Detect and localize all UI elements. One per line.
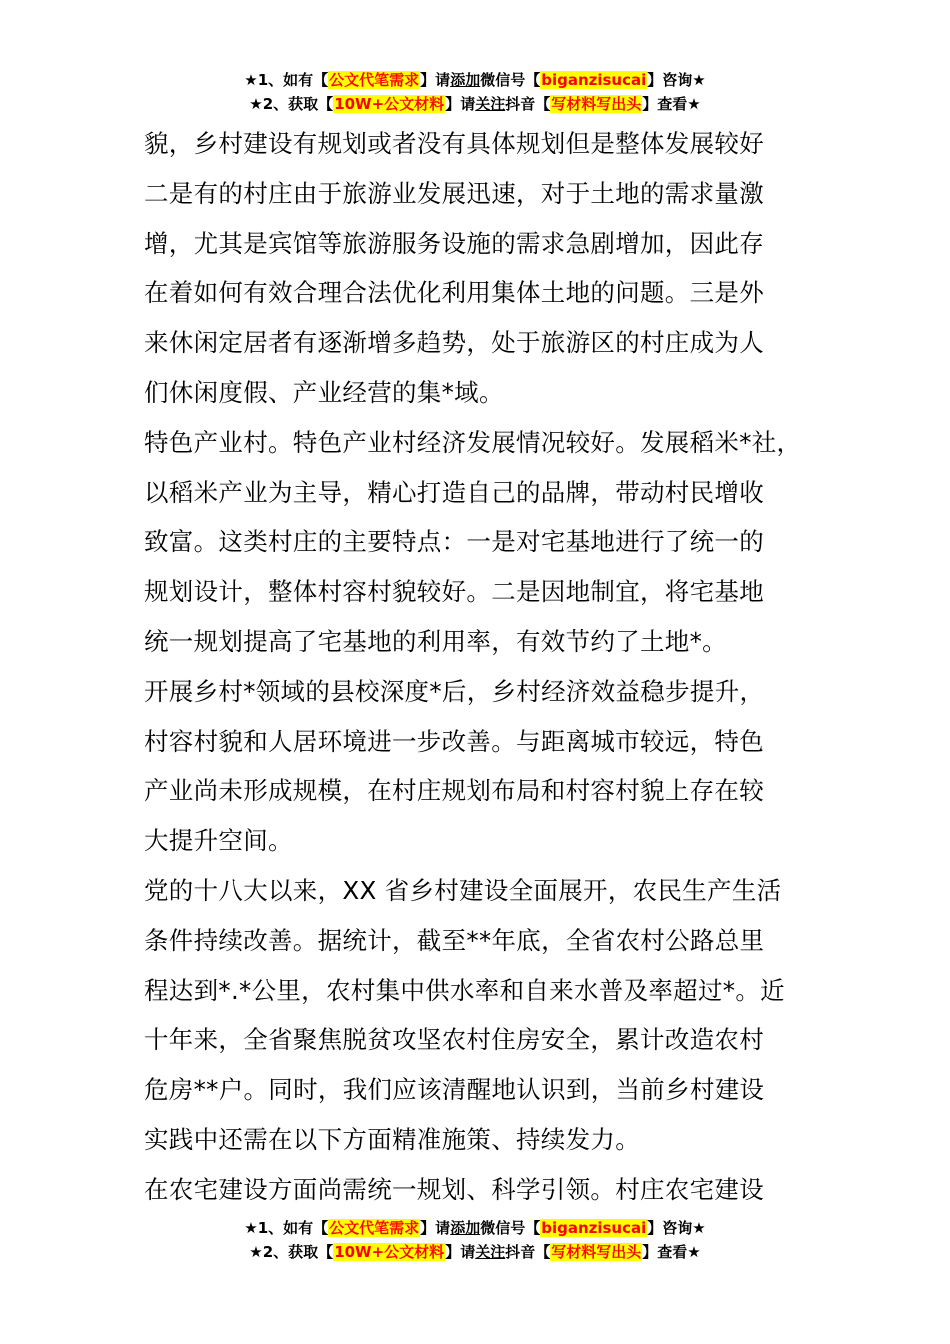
footer-banner: [0, 1216, 950, 1264]
underlined-text: 关注: [475, 1243, 506, 1261]
banner-text: 】查看★: [642, 95, 701, 113]
body-line: 特色产业村。特色产业村经济发展情况较好。发展稻米*社，: [144, 427, 802, 457]
body-line: 以稻米产业为主导，精心打造自己的品牌，带动村民增收: [144, 477, 764, 507]
document-body: [144, 119, 834, 1215]
banner-text: 】咨询★: [647, 71, 706, 89]
banner-text: 】请: [420, 71, 451, 89]
body-line: 危房**户。同时，我们应该清醒地认识到，当前乡村建设: [144, 1075, 765, 1105]
body-line: 们休闲度假、产业经营的集*域。: [144, 377, 504, 407]
highlight-materials: 10W+公文材料: [334, 1243, 445, 1261]
banner-text: 】咨询★: [647, 1219, 706, 1237]
body-line: 在农宅建设方面尚需统一规划、科学引领。村庄农宅建设: [144, 1174, 764, 1204]
body-line: 增，尤其是宾馆等旅游服务设施的需求急剧增加，因此存: [144, 228, 764, 258]
highlight-service: 公文代笔需求: [329, 71, 420, 89]
body-line: 来休闲定居者有逐渐增多趋势，处于旅游区的村庄成为人: [144, 328, 764, 358]
body-line: 开展乡村*领域的县校深度*后，乡村经济效益稳步提升，: [144, 676, 765, 706]
body-line: 规划设计，整体村容村貌较好。二是因地制宜，将宅基地: [144, 577, 764, 607]
banner-text: 】请: [420, 1219, 451, 1237]
body-line: 十年来，全省聚焦脱贫攻坚农村住房安全，累计改造农村: [144, 1025, 764, 1055]
body-line: 大提升空间。: [144, 826, 293, 856]
banner-line-2: [0, 92, 950, 116]
banner-text: 抖音【: [505, 1243, 551, 1261]
banner-line-1: [0, 1216, 950, 1240]
body-line: 条件持续改善。据统计，截至**年底，全省农村公路总里: [144, 925, 765, 955]
banner-text: ★2、获取【: [249, 95, 334, 113]
highlight-douyin-account: 写材料写出头: [551, 95, 642, 113]
highlight-service: 公文代笔需求: [329, 1219, 420, 1237]
underlined-text: 添加: [450, 71, 481, 89]
body-line: 产业尚未形成规模，在村庄规划布局和村容村貌上存在较: [144, 776, 764, 806]
body-line: 实践中还需在以下方面精准施策、持续发力。: [144, 1124, 640, 1154]
banner-text: ★1、如有【: [244, 71, 329, 89]
body-line: 统一规划提高了宅基地的利用率，有效节约了土地*。: [144, 626, 727, 656]
banner-line-1: [0, 68, 950, 92]
banner-line-2: [0, 1240, 950, 1264]
highlight-materials: 10W+公文材料: [334, 95, 445, 113]
body-line: 程达到*.*公里，农村集中供水率和自来水普及率超过*。近: [144, 975, 785, 1005]
header-banner: [0, 68, 950, 116]
banner-text: 微信号【: [480, 71, 541, 89]
highlight-douyin-account: 写材料写出头: [551, 1243, 642, 1261]
body-line: 二是有的村庄由于旅游业发展迅速，对于土地的需求量激: [144, 178, 764, 208]
body-line: 貌，乡村建设有规划或者没有具体规划但是整体发展较好: [144, 129, 764, 158]
body-line: 致富。这类村庄的主要特点：一是对宅基地进行了统一的: [144, 527, 764, 557]
banner-text: 微信号【: [480, 1219, 541, 1237]
banner-text: 】查看★: [642, 1243, 701, 1261]
banner-text: 】请: [445, 1243, 476, 1261]
banner-text: ★1、如有【: [244, 1219, 329, 1237]
body-line: 党的十八大以来，XX 省乡村建设全面展开，农民生产生活: [144, 875, 782, 905]
highlight-wechat-id: biganzisucai: [541, 1219, 647, 1237]
banner-text: 抖音【: [505, 95, 551, 113]
banner-text: 】请: [445, 95, 476, 113]
underlined-text: 添加: [450, 1219, 481, 1237]
banner-text: ★2、获取【: [249, 1243, 334, 1261]
body-line: 村容村貌和人居环境进一步改善。与距离城市较远，特色: [144, 726, 764, 756]
body-line: 在着如何有效合理合法优化利用集体土地的问题。三是外: [144, 278, 764, 308]
highlight-wechat-id: biganzisucai: [541, 71, 647, 89]
underlined-text: 关注: [475, 95, 506, 113]
